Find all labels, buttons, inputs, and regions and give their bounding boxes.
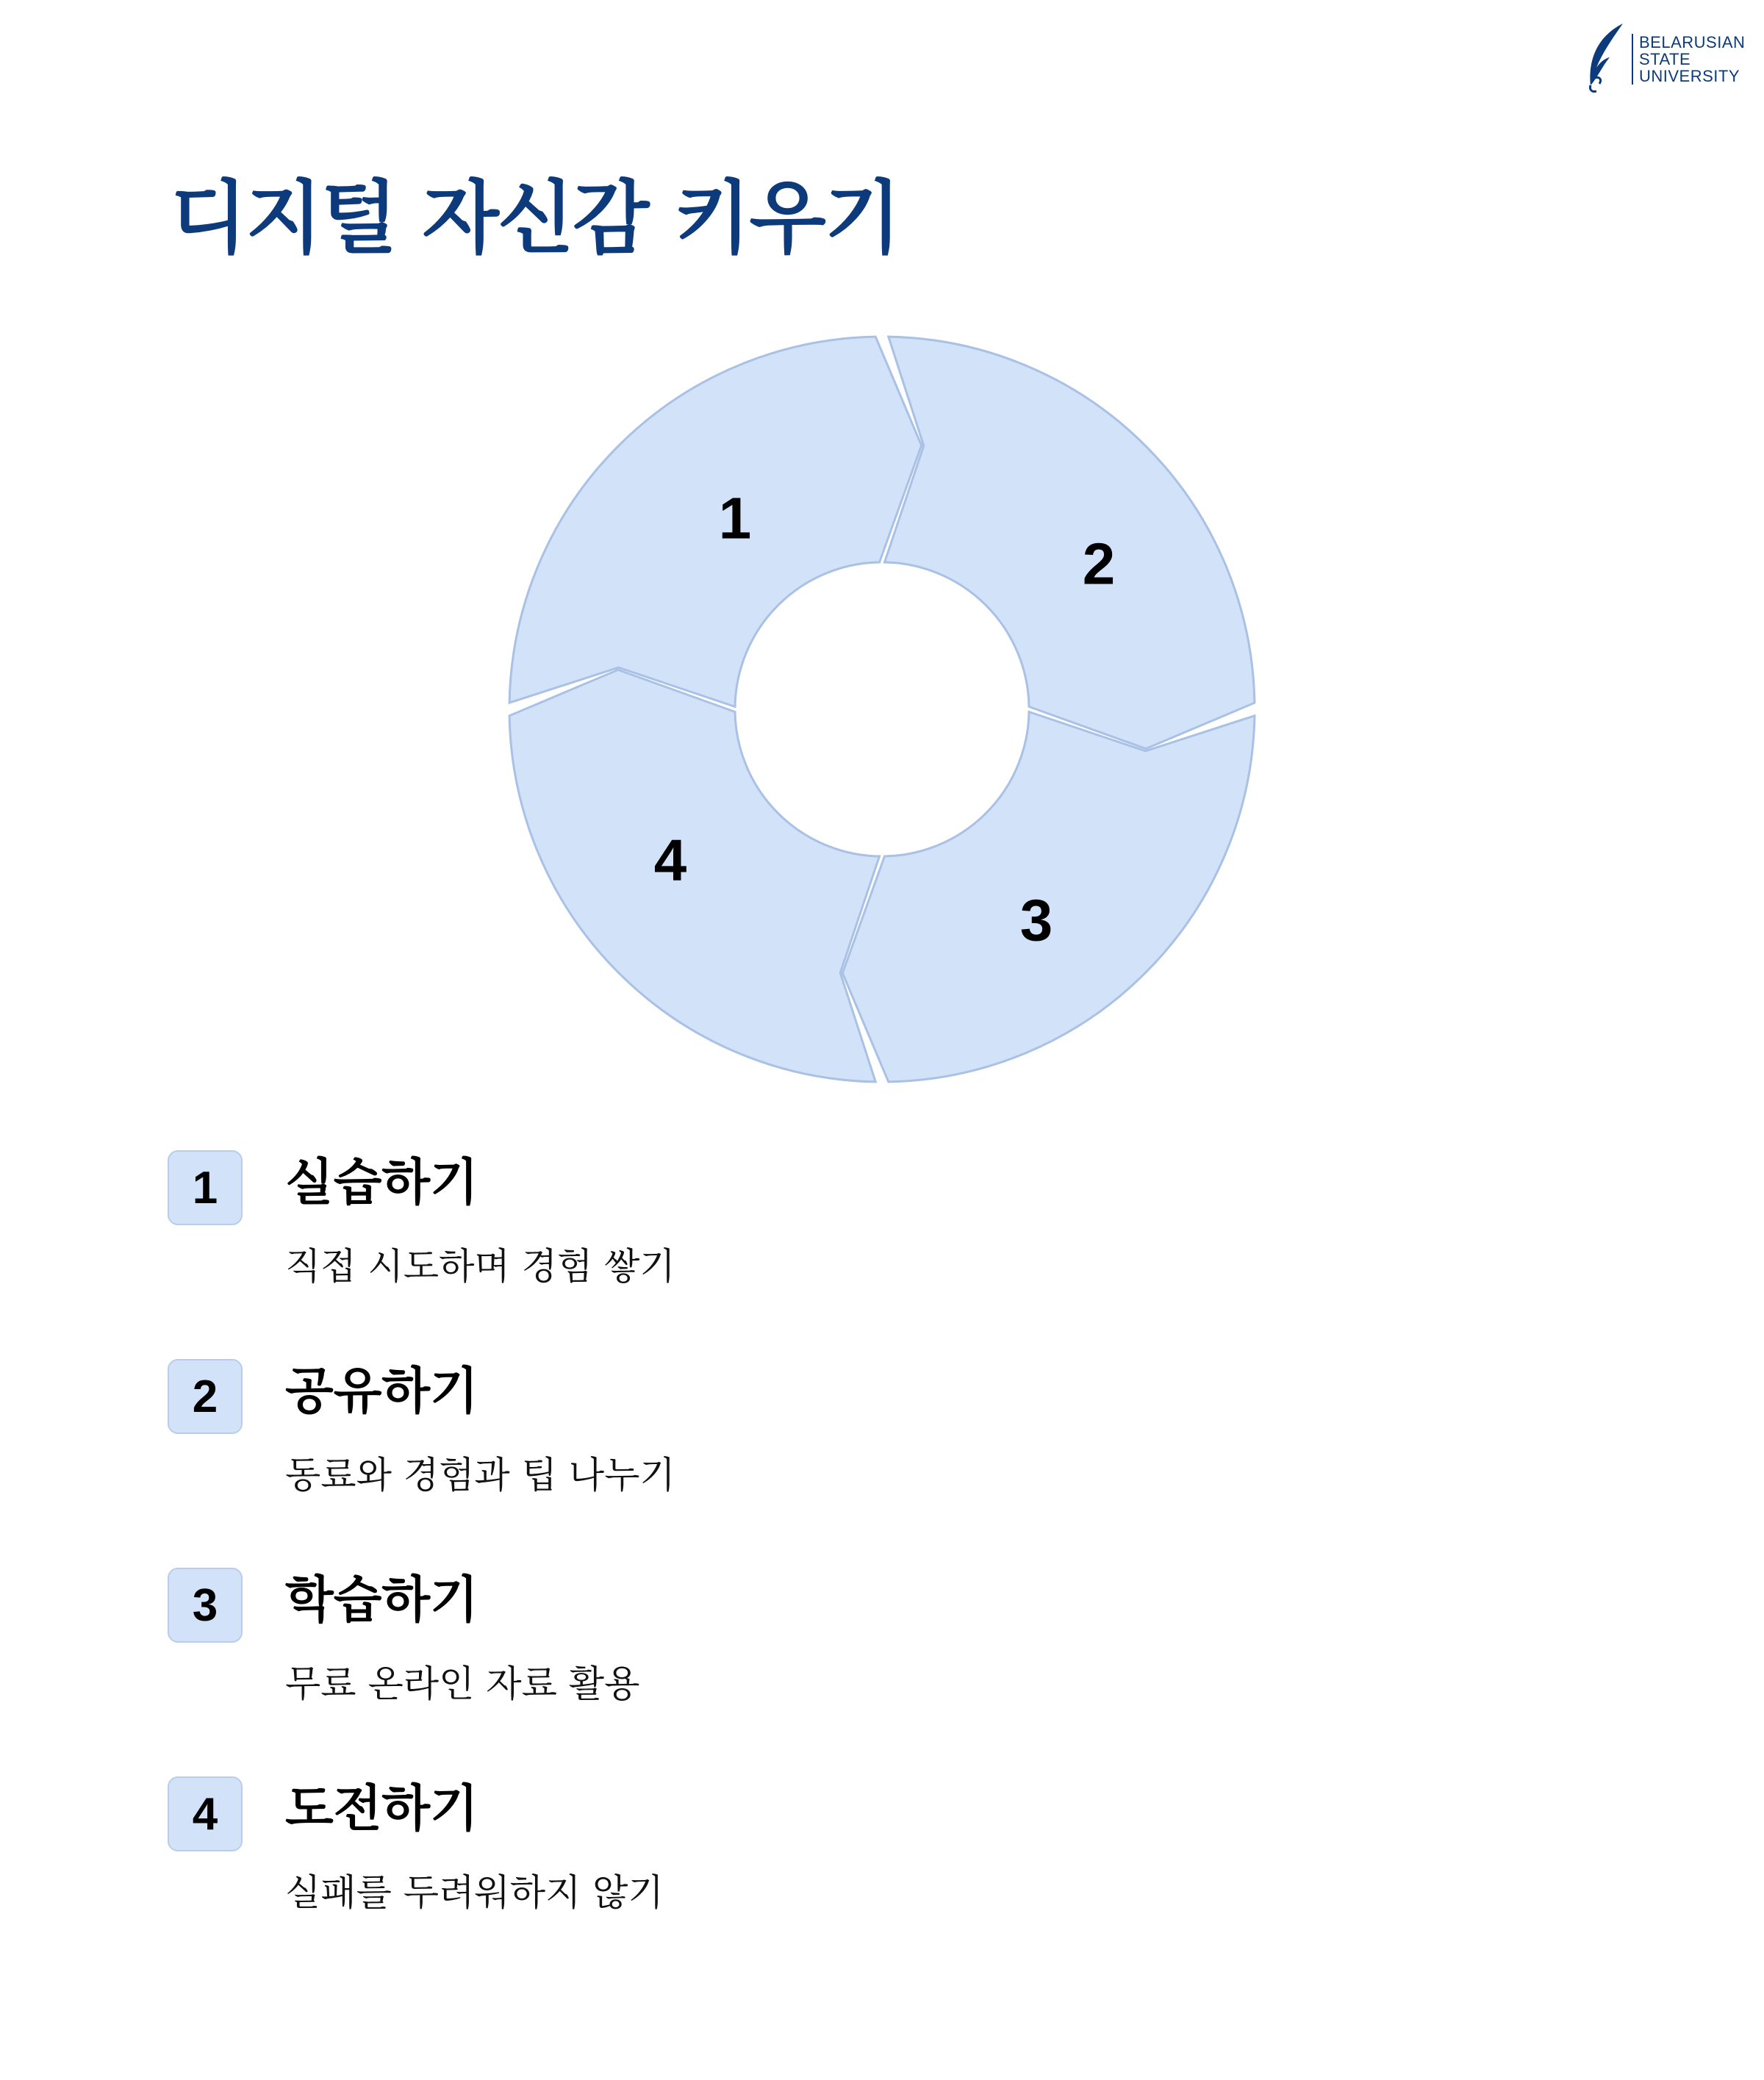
step-description: 무료 온라인 자료 활용 (285, 1663, 640, 1705)
cycle-label-4: 4 (653, 827, 687, 893)
step-item-4 (168, 1776, 1417, 1953)
cycle-segment-4 (509, 337, 922, 706)
step-title: 공유하기 (285, 1363, 478, 1421)
step-title: 실습하기 (285, 1154, 478, 1212)
logo-text (1632, 34, 1745, 85)
page-title: 디지털 자신감 키우기 (171, 173, 900, 265)
step-number-badge: 1 (168, 1150, 243, 1225)
step-description: 동료와 경험과 팁 나누기 (285, 1454, 675, 1496)
cycle-label-2: 2 (1082, 531, 1116, 597)
step-item-1 (168, 1150, 1417, 1327)
cycle-segment-3 (509, 670, 879, 1082)
step-title: 도전하기 (285, 1780, 478, 1838)
step-item-2 (168, 1359, 1417, 1535)
logo-line: BELARUSIAN (1639, 33, 1746, 51)
logo-line: UNIVERSITY (1639, 67, 1740, 85)
logo-line: STATE (1639, 50, 1691, 68)
step-item-3 (168, 1568, 1417, 1744)
step-description: 실패를 두려워하지 않기 (285, 1871, 664, 1914)
cycle-segment-1 (885, 337, 1255, 749)
cycle-diagram (507, 334, 1257, 1084)
university-logo (1580, 21, 1749, 94)
step-description: 직접 시도하며 경험 쌓기 (285, 1245, 675, 1288)
step-number-badge: 3 (168, 1568, 243, 1643)
step-title: 학습하기 (285, 1571, 478, 1629)
cycle-label-3: 3 (1019, 887, 1053, 953)
feather-icon (1580, 21, 1632, 94)
step-number-badge: 2 (168, 1359, 243, 1434)
cycle-label-1: 1 (718, 485, 752, 551)
step-number-badge: 4 (168, 1776, 243, 1851)
